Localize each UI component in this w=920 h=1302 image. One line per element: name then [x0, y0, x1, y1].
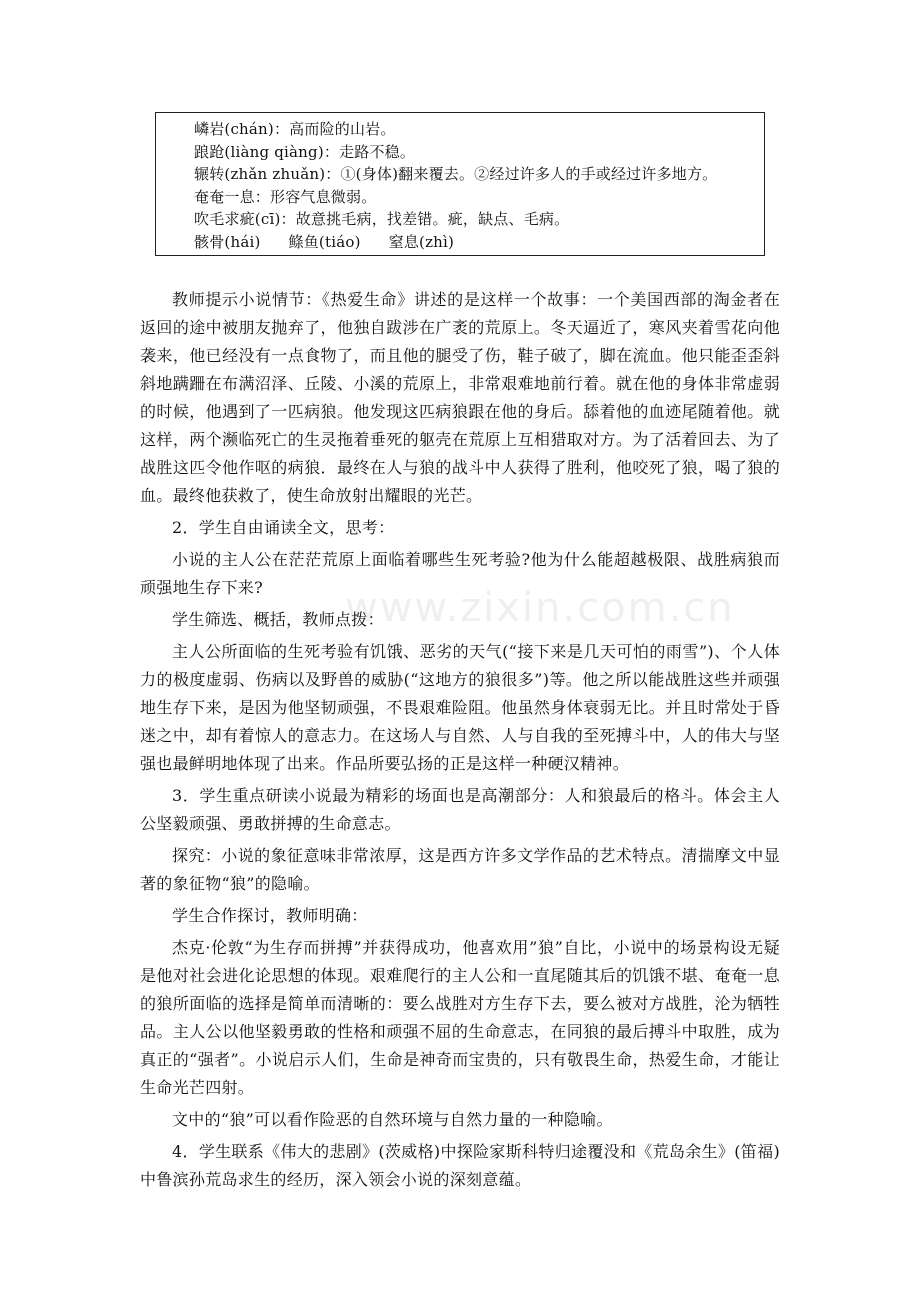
vocabulary-box — [155, 112, 765, 256]
vocab-word: 骸骨(hái) — [194, 232, 261, 251]
paragraph-step-4: 4．学生联系《伟大的悲剧》(茨威格)中探险家斯科特归途覆没和《荒岛余生》(笛福)中鲁滨孙荒岛求生的经历，深入领会小说的深刻意蕴。 — [140, 1142, 780, 1189]
watermark: www.zixin.com.cn — [345, 585, 735, 631]
paragraph-step-3: 3．学生重点研读小说最为精彩的场面也是高潮部分：人和狼最后的格斗。体会主人公坚毅顽强、勇敢拼搏的生命意志。 — [140, 786, 780, 833]
body-text — [140, 286, 780, 1198]
vocab-line: 吹毛求疵(cī)：故意挑毛病，找差错。疵，缺点、毛病。 — [194, 210, 570, 228]
paragraph-jack-london: 杰克·伦敦“为生存而拼搏”并获得成功，他喜欢用”狼”自比，小说中的场景构设无疑是他对社会进化论思想的体现。艰难爬行的主人公和一直尾随其后的饥饿不堪、奄奄一息的狼所面临的选择是简单而清晰的：要么战胜对方生存下去，要么被对方战胜，沦为牺牲品。主人公以他坚毅勇敢的性格和顽强不屈的生命意志，在同狼的最后搏斗中取胜，成为真正的“强者”。小说启示人们，生命是神奇而宝贵的，只有敬畏生命，热爱生命，才能让生命光芒四射。 — [140, 938, 780, 1097]
paragraph-plot-summary: 教师提示小说情节：《热爱生命》讲述的是这样一个故事：一个美国西部的淘金者在返回的途中被朋友抛弃了，他独自跋涉在广袤的荒原上。冬天逼近了，寒风夹着雪花向他袭来，他已经没有一点食物了，而且他的腿受了伤，鞋子破了，脚在流血。他只能歪歪斜斜地蹒跚在布满沼泽、丘陵、小溪的荒原上，非常艰难地前行着。就在他的身体非常虚弱的时候，他遇到了一匹病狼。他发现这匹病狼跟在他的身后。舔着他的血迹尾随着他。就这样，两个濒临死亡的生灵拖着垂死的躯壳在荒原上互相猎取对方。为了活着回去、为了战胜这匹令他作呕的病狼．最终在人与狼的战斗中人获得了胜利，他咬死了狼，喝了狼的血。最终他获救了，使生命放射出耀眼的光芒。 — [140, 290, 780, 505]
paragraph-discussion: 学生合作探讨，教师明确： — [172, 906, 368, 925]
paragraph-guidance: 学生筛选、概括，教师点拨： — [172, 610, 384, 629]
vocab-line: 奄奄一息：形容气息微弱。 — [194, 187, 377, 206]
vocab-line: 辗转(zhǎn zhuǎn)：①(身体)翻来覆去。②经过许多人的手或经过许多地方。 — [194, 165, 718, 183]
paragraph-answer: 主人公所面临的生死考验有饥饿、恶劣的天气(“接下来是几天可怕的雨雪”)、个人体力的极度虚弱、伤病以及野兽的威胁(“这地方的狼很多”)等。他之所以能战胜这些并顽强地生存下来，是因为他坚韧顽强，不畏艰难险阻。他虽然身体衰弱无比。并且时常处于昏迷之中，却有着惊人的意志力。在这场人与自然、人与自我的至死搏斗中，人的伟大与坚强也最鲜明地体现了出来。作品所要弘扬的正是这样一种硬汉精神。 — [140, 642, 780, 773]
paragraph-inquiry: 探究：小说的象征意味非常浓厚，这是西方许多文学作品的艺术特点。清揣摩文中显著的象征物“狼”的隐喻。 — [140, 846, 780, 893]
vocab-word: 窒息(zhì) — [388, 232, 455, 251]
paragraph-wolf-metaphor: 文中的“狼”可以看作险恶的自然环境与自然力量的一种隐喻。 — [172, 1110, 613, 1129]
vocab-line: 踉跄(liàng qiàng)：走路不稳。 — [194, 142, 416, 161]
vocab-line: 嶙岩(chán)：高而险的山岩。 — [194, 120, 396, 138]
paragraph-question: 小说的主人公在茫茫荒原上面临着哪些生死考验?他为什么能超越极限、战胜病狼而顽强地生存下来? — [140, 550, 780, 597]
vocab-line-words — [194, 231, 764, 254]
paragraph-step-2: 2．学生自由诵读全文，思考： — [172, 518, 395, 537]
vocab-word: 鲦鱼(tiáo) — [288, 232, 361, 251]
